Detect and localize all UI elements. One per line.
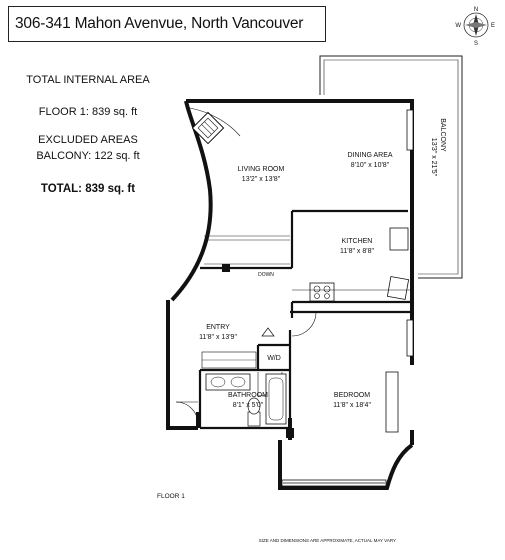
stove-icon xyxy=(310,283,334,301)
dining-area-dim: 8'10" x 10'8" xyxy=(350,162,390,169)
summary-total-internal-label: TOTAL INTERNAL AREA xyxy=(26,74,150,86)
living-room-dim: 13'2" x 13'8" xyxy=(241,176,281,183)
summary-balcony: BALCONY: 122 sq. ft xyxy=(36,150,140,162)
compass-s: S xyxy=(473,41,479,47)
kitchen-name: KITCHEN xyxy=(341,238,373,245)
stair-rails xyxy=(204,236,290,264)
bathroom-name: BATHROOM xyxy=(228,392,268,399)
compass-icon xyxy=(455,7,495,47)
wd-label: W/D xyxy=(267,355,281,362)
bathtub-icon xyxy=(266,374,286,424)
compass-e: E xyxy=(491,23,496,29)
kitchen-dim: 11'8" x 8'8" xyxy=(340,248,374,255)
vanity-icon xyxy=(206,374,250,390)
sink-icon xyxy=(387,277,408,300)
balcony-dim: 13'3" x 21'5" xyxy=(430,137,437,177)
dining-area-name: DINING AREA xyxy=(347,152,393,159)
bathroom-dim: 8'1" x 5'0" xyxy=(232,402,264,409)
balcony-name: BALCONY xyxy=(439,118,446,152)
entry-door xyxy=(176,402,198,424)
bedroom-door xyxy=(292,312,316,336)
living-room-name: LIVING ROOM xyxy=(237,166,285,173)
wd-vent-icon xyxy=(262,328,274,336)
fridge-icon xyxy=(390,228,408,250)
compass-w: W xyxy=(455,23,461,29)
down-label: DOWN xyxy=(258,272,274,278)
column-icon xyxy=(222,264,230,272)
address-title: 306-341 Mahon Avenvue, North Vancouver xyxy=(15,15,304,32)
bedroom-name: BEDROOM xyxy=(333,392,371,399)
entry-dim: 11'8" x 13'9" xyxy=(199,334,237,341)
windows xyxy=(282,110,413,486)
bedroom-dim: 11'8" x 18'4" xyxy=(333,402,371,409)
room-labels xyxy=(157,118,446,543)
disclaimer: SIZE AND DIMENSIONS ARE APPROXIMATE, ACTUAL MAY VARY xyxy=(258,538,396,543)
summary-excluded-label: EXCLUDED AREAS xyxy=(38,134,138,146)
entry-name: ENTRY xyxy=(206,324,230,331)
compass-n: N xyxy=(473,7,479,13)
summary-floor1: FLOOR 1: 839 sq. ft xyxy=(38,106,138,118)
floor-label: FLOOR 1 xyxy=(157,493,185,500)
summary-total-text: TOTAL: 839 sq. ft xyxy=(40,183,136,195)
wall-stub xyxy=(286,428,294,438)
